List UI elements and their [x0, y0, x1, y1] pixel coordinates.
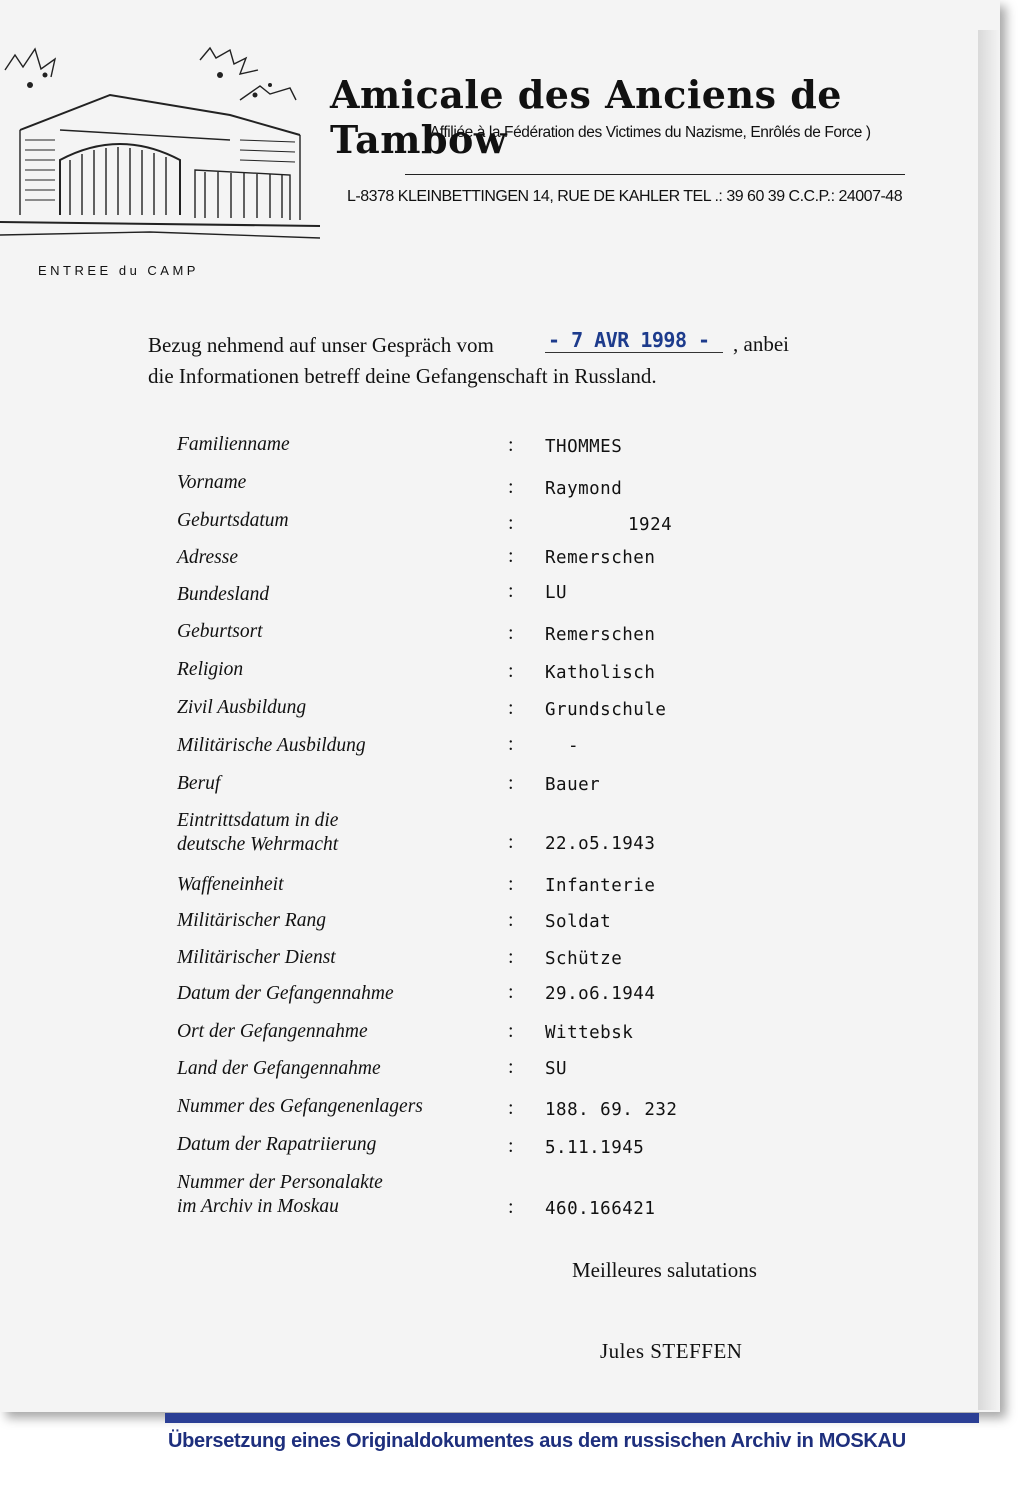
field-colon: : [508, 580, 514, 602]
field-colon: : [508, 873, 514, 895]
field-colon: : [508, 660, 514, 682]
field-value: - [568, 736, 580, 756]
letterhead-rule [405, 174, 905, 175]
field-value: Grundschule [545, 700, 667, 720]
field-colon: : [508, 545, 514, 567]
field-colon: : [508, 772, 514, 794]
field-colon: : [508, 476, 514, 498]
field-value: Wittebsk [545, 1023, 634, 1043]
field-value: Raymond [545, 479, 623, 499]
date-underline [545, 352, 723, 353]
field-value: 460.166421 [545, 1199, 656, 1219]
page-edge-shadow [978, 30, 1000, 1410]
field-value: Schütze [545, 949, 623, 969]
field-colon: : [508, 622, 514, 644]
field-label: Geburtsdatum [177, 510, 289, 531]
field-label: Datum der Gefangennahme [177, 983, 394, 1004]
field-colon: : [508, 1135, 514, 1157]
closing-greeting: Meilleures salutations [572, 1258, 757, 1282]
field-value: Bauer [545, 775, 601, 795]
field-colon: : [508, 733, 514, 755]
field-value: 188. 69. 232 [545, 1100, 678, 1120]
signer-name: Jules STEFFEN [600, 1339, 743, 1363]
field-label: Militärischer Dienst [177, 947, 336, 968]
field-label: Eintrittsdatum in die deutsche Wehrmacht [177, 810, 339, 855]
field-colon: : [508, 1020, 514, 1042]
organization-name: Amicale des Anciens de Tambow [330, 72, 842, 162]
field-label: Militärische Ausbildung [177, 735, 366, 756]
field-label: Zivil Ausbildung [177, 697, 307, 718]
field-value: Remerschen [545, 625, 656, 645]
field-label: Adresse [177, 547, 239, 568]
field-label: Bundesland [177, 584, 270, 605]
date-stamp: - 7 AVR 1998 - [548, 328, 710, 352]
field-value: Infanterie [545, 876, 656, 896]
field-label: Militärischer Rang [177, 910, 326, 931]
field-colon: : [508, 946, 514, 968]
intro-line1: Bezug nehmend auf unser Gespräch vom [148, 333, 494, 357]
field-label: Geburtsort [177, 621, 263, 642]
drawing-caption: ENTREE du CAMP [38, 263, 199, 278]
camp-entrance-drawing [0, 40, 320, 240]
field-label: Waffeneinheit [177, 874, 284, 895]
field-label-line2: deutsche Wehrmacht [177, 834, 339, 855]
field-value: 1924 [628, 515, 673, 535]
field-label: Religion [177, 659, 244, 680]
field-label: Nummer des Gefangenenlagers [177, 1096, 423, 1117]
field-value: Soldat [545, 912, 612, 932]
organization-address: L-8378 KLEINBETTINGEN 14, RUE DE KAHLER TEL .: 39 60 39 C.C.P.: 24007-48 [347, 188, 903, 205]
intro-line2: die Informationen betreff deine Gefangenschaft in Russland. [148, 364, 657, 388]
field-colon: : [508, 831, 514, 853]
field-label: Ort der Gefangennahme [177, 1021, 368, 1042]
field-colon: : [508, 1196, 514, 1218]
field-value: Katholisch [545, 663, 656, 683]
field-value: 5.11.1945 [545, 1138, 645, 1158]
intro-line1-end: , anbei [733, 332, 789, 356]
figure-caption: Übersetzung eines Originaldokumentes aus dem russischen Archiv in MOSKAU [168, 1430, 906, 1452]
field-label: Familienname [177, 434, 290, 455]
field-label: Datum der Rapatriierung [177, 1134, 377, 1155]
field-value: 22.o5.1943 [545, 834, 656, 854]
field-colon: : [508, 697, 514, 719]
caption-bar [165, 1413, 979, 1423]
field-colon: : [508, 981, 514, 1003]
field-colon: : [508, 1056, 514, 1078]
field-colon: : [508, 1097, 514, 1119]
field-label: Beruf [177, 773, 221, 794]
field-value: 29.o6.1944 [545, 984, 656, 1004]
field-label: Nummer der Personalakte im Archiv in Moskau [177, 1172, 383, 1217]
field-value: Remerschen [545, 548, 656, 568]
field-label-line2: im Archiv in Moskau [177, 1196, 339, 1217]
field-label: Vorname [177, 472, 247, 493]
field-value: SU [545, 1059, 568, 1079]
field-colon: : [508, 909, 514, 931]
field-label: Land der Gefangennahme [177, 1058, 381, 1079]
field-colon: : [508, 512, 514, 534]
organization-affiliation: (Affiliée à la Fédération des Victimes du Nazisme, Enrôlés de Force ) [425, 124, 871, 141]
field-value: LU [545, 583, 568, 603]
field-value: THOMMES [545, 437, 623, 457]
field-colon: : [508, 434, 514, 456]
